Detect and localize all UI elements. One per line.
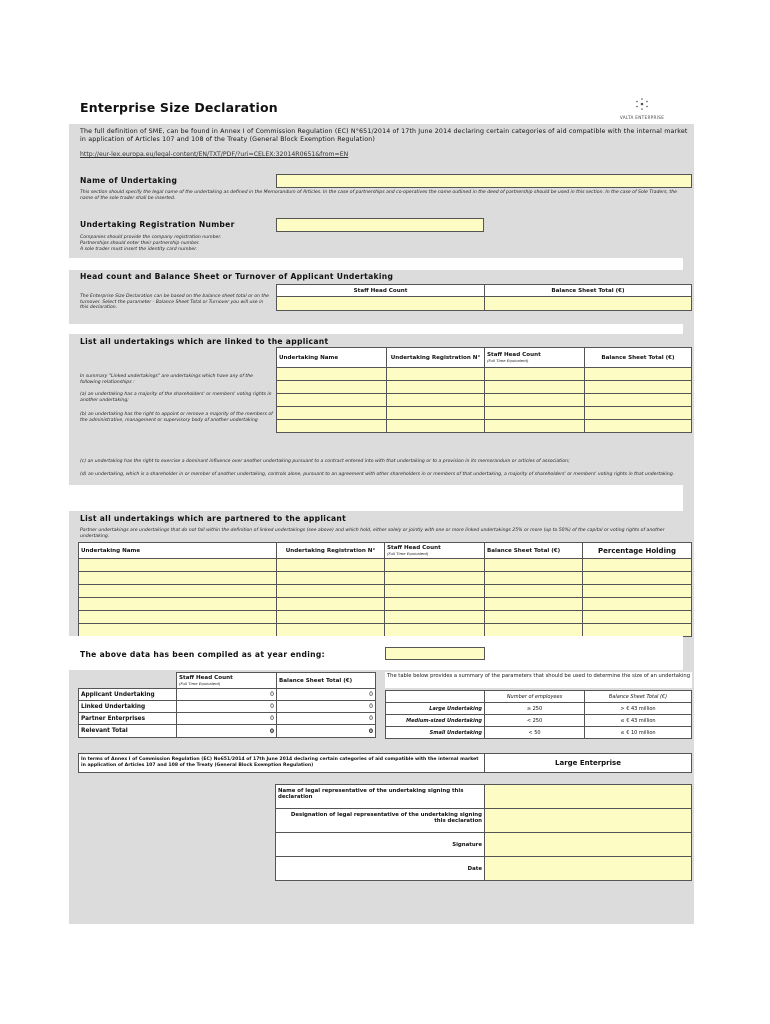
partner-cell[interactable]: [385, 624, 485, 637]
registration-note-2: Partnerships should enter their partnership number.: [80, 241, 200, 246]
rep-name-label: Name of legal representative of the undertaking signing this declaration: [276, 785, 485, 809]
linked-cell[interactable]: [585, 407, 692, 420]
summary-col-staff: [177, 673, 277, 689]
summary-col-staff-label: Staff Head Count: [179, 675, 233, 681]
linked-cell[interactable]: [387, 394, 485, 407]
headcount-col-staff: Staff Head Count: [277, 285, 485, 297]
summary-row-label: Relevant Total: [79, 725, 177, 738]
partner-cell[interactable]: [385, 585, 485, 598]
linked-note-a: In summary "Linked undertakings" are undertakings which have any of the following relationships :: [80, 374, 253, 385]
linked-cell[interactable]: [585, 420, 692, 433]
partner-cell[interactable]: [277, 585, 385, 598]
linked-band: [69, 324, 683, 334]
summary-row-label: Applicant Undertaking: [79, 689, 177, 701]
partner-col-reg: Undertaking Registration N°: [277, 543, 385, 559]
partner-cell[interactable]: [485, 559, 583, 572]
partner-note: Partner undertakings are undertakings that do not fall within the definition of linked undertakings (see above) and which hold, either solely or jointly with one or more linked undertakings 25% or more (up to 50%) of the capital or voting rights of another undertaking.: [80, 528, 665, 539]
date-label: Date: [276, 857, 485, 881]
result-text: In terms of Annex I of Commission Regulation (EC) No651/2014 of 17th June 2014 declaring certain categories of aid compatible with the internal market in application of Articles 107 and 108 of the Treaty (General Block Exemption Regulation): [79, 754, 485, 773]
table-row: [79, 585, 692, 598]
table-row: [277, 394, 692, 407]
partner-cell[interactable]: [485, 598, 583, 611]
rep-designation-input[interactable]: [485, 809, 692, 833]
summary-staff-value: 0: [177, 689, 277, 701]
summary-staff-value: 0: [177, 701, 277, 713]
summary-row-label: Linked Undertaking: [79, 701, 177, 713]
table-row: [276, 857, 692, 881]
partner-cell[interactable]: [583, 585, 692, 598]
year-ending-heading: The above data has been compiled as at year ending:: [80, 650, 325, 659]
linked-cell[interactable]: [277, 394, 387, 407]
partner-heading: List all undertakings which are partnered to the applicant: [80, 514, 347, 523]
applicant-staff-input[interactable]: [277, 297, 485, 311]
linked-col-staff-label: Staff Head Count: [487, 352, 541, 358]
partner-col-percentage: Percentage Holding: [583, 543, 692, 559]
partner-cell[interactable]: [79, 572, 277, 585]
summary-table: [78, 672, 376, 738]
partner-cell[interactable]: [485, 611, 583, 624]
param-col-balance: Balance Sheet Total (€): [585, 691, 692, 703]
rep-designation-label: Designation of legal representative of the undertaking signing this declaration: [276, 809, 485, 833]
registration-heading: Undertaking Registration Number: [80, 220, 235, 229]
table-row: [386, 715, 692, 727]
partner-cell[interactable]: [583, 598, 692, 611]
param-type: Small Undertaking: [386, 727, 485, 739]
partner-cell[interactable]: [485, 572, 583, 585]
headcount-col-balance: Balance Sheet Total (€): [485, 285, 692, 297]
signature-label: Signature: [276, 833, 485, 857]
date-input[interactable]: [485, 857, 692, 881]
linked-cell[interactable]: [277, 407, 387, 420]
partner-cell[interactable]: [79, 611, 277, 624]
summary-staff-value: 0: [177, 713, 277, 725]
param-table: [385, 690, 692, 739]
summary-staff-value: 0: [177, 725, 277, 738]
partner-cell[interactable]: [583, 624, 692, 637]
partner-col-staff-sub: (Full Time Equivalent): [387, 551, 429, 556]
table-row: [79, 713, 376, 725]
registration-number-input[interactable]: [276, 218, 484, 232]
summary-col-staff-sub: (Full Time Equivalent): [179, 681, 221, 686]
table-row: [79, 701, 376, 713]
table-row: [79, 611, 692, 624]
partner-cell[interactable]: [583, 611, 692, 624]
partner-cell[interactable]: [79, 598, 277, 611]
param-balance: ≤ € 43 million: [585, 715, 692, 727]
partner-cell[interactable]: [385, 572, 485, 585]
linked-cell[interactable]: [277, 368, 387, 381]
applicant-balance-input[interactable]: [485, 297, 692, 311]
linked-note-b: (a) an undertaking has a majority of the shareholders' or members' voting rights in another undertaking;: [80, 392, 272, 403]
partner-table: [78, 542, 692, 637]
linked-col-staff: [485, 348, 585, 368]
name-heading: Name of Undertaking: [80, 176, 178, 185]
partner-cell[interactable]: [79, 585, 277, 598]
regulation-link[interactable]: http://eur-lex.europa.eu/legal-content/EN/TXT/PDF/?uri=CELEX:32014R0651&from=EN: [80, 151, 349, 158]
partner-col-name: Undertaking Name: [79, 543, 277, 559]
param-employees: < 50: [485, 727, 585, 739]
param-note: The table below provides a summary of the parameters that should be used to determine the size of an undertaking: [387, 673, 690, 679]
table-row: [277, 381, 692, 394]
signature-table: [275, 784, 692, 881]
summary-balance-value: 0: [277, 689, 376, 701]
linked-cell[interactable]: [277, 381, 387, 394]
linked-note-e: (d) an undertaking, which is a shareholder in or member of another undertaking, controls alone, pursuant to an agreement with other shareholders in or members of that undertaking, a majority of shareholders' or members' voting rights in that undertaking.: [80, 472, 675, 477]
page-title: Enterprise Size Declaration: [80, 100, 278, 115]
linked-cell[interactable]: [585, 381, 692, 394]
partner-col-staff-label: Staff Head Count: [387, 545, 441, 551]
signature-input[interactable]: [485, 833, 692, 857]
name-note: This section should specify the legal name of the undertaking as defined in the Memorandum of Articles. In the case of partnerships and co-operatives the name outlined in the deed of partnership should be used in this section. In the case of Sole Traders, the name of the sole trader shall be inserted.: [80, 190, 677, 201]
intro-text: The full definition of SME, can be found in Annex I of Commission Regulation (EC) N°651/2014 of 17th June 2014 declaring certain categories of aid compatible with the internal market in application of Articles 107 and 108 of the Treaty (General Block Exemption Regulation): [80, 128, 688, 143]
registration-note-3: A sole trader must insert the identity card number.: [80, 247, 198, 252]
logo-star-icon: [634, 97, 650, 111]
logo-text: VALTA ENTERPRISE: [619, 115, 665, 120]
param-employees: ≥ 250: [485, 703, 585, 715]
partner-cell[interactable]: [385, 598, 485, 611]
partner-cell[interactable]: [385, 611, 485, 624]
param-col-employees: Number of employees: [485, 691, 585, 703]
linked-cell[interactable]: [387, 407, 485, 420]
linked-table: [276, 347, 692, 433]
headcount-band: [69, 258, 683, 270]
partner-band: [69, 485, 683, 511]
partner-cell[interactable]: [277, 611, 385, 624]
param-type: Medium-sized Undertaking: [386, 715, 485, 727]
table-row: [79, 572, 692, 585]
linked-note-d: (c) an undertaking has the right to exercise a dominant influence over another undertaking pursuant to a contract entered into with that undertaking or to a provision in its memorandum or articles of association;: [80, 459, 570, 464]
param-corner: [386, 691, 485, 703]
linked-cell[interactable]: [387, 420, 485, 433]
table-row: [276, 833, 692, 857]
result-table: [78, 753, 692, 773]
summary-balance-value: 0: [277, 701, 376, 713]
linked-cell[interactable]: [485, 394, 585, 407]
linked-cell[interactable]: [387, 368, 485, 381]
registration-note-1: Companies should provide the company registration number.: [80, 235, 222, 240]
partner-cell[interactable]: [583, 559, 692, 572]
table-row: [79, 689, 376, 701]
linked-cell[interactable]: [387, 381, 485, 394]
linked-col-staff-sub: (Full Time Equivalent): [487, 358, 529, 363]
table-row: [386, 727, 692, 739]
linked-cell[interactable]: [277, 420, 387, 433]
table-row: [79, 559, 692, 572]
linked-note-c: (b) an undertaking has the right to appoint or remove a majority of the members of the administrative, management or supervisory body of another undertaking: [80, 412, 273, 423]
summary-balance-value: 0: [277, 725, 376, 738]
linked-cell[interactable]: [585, 368, 692, 381]
linked-col-reg: Undertaking Registration N°: [387, 348, 485, 368]
table-row: [277, 368, 692, 381]
partner-col-balance: Balance Sheet Total (€): [485, 543, 583, 559]
partner-cell[interactable]: [79, 624, 277, 637]
summary-corner: [79, 673, 177, 689]
partner-cell[interactable]: [485, 585, 583, 598]
linked-cell[interactable]: [485, 381, 585, 394]
table-row: [79, 624, 692, 637]
linked-cell[interactable]: [485, 420, 585, 433]
table-row: [277, 420, 692, 433]
partner-col-staff: [385, 543, 485, 559]
summary-col-balance: Balance Sheet Total (€): [277, 673, 376, 689]
linked-cell[interactable]: [585, 394, 692, 407]
linked-cell[interactable]: [485, 407, 585, 420]
param-type: Large Undertaking: [386, 703, 485, 715]
param-balance: > € 43 million: [585, 703, 692, 715]
partner-cell[interactable]: [277, 624, 385, 637]
linked-cell[interactable]: [485, 368, 585, 381]
rep-name-input[interactable]: [485, 785, 692, 809]
table-row: [386, 703, 692, 715]
param-balance: ≤ € 10 million: [585, 727, 692, 739]
table-row: [276, 785, 692, 809]
logo: [612, 96, 672, 120]
partner-cell[interactable]: [79, 559, 277, 572]
summary-row-label: Partner Enterprises: [79, 713, 177, 725]
partner-cell[interactable]: [583, 572, 692, 585]
result-value: Large Enterprise: [485, 754, 692, 773]
linked-col-balance: Balance Sheet Total (€): [585, 348, 692, 368]
partner-cell[interactable]: [277, 572, 385, 585]
linked-col-name: Undertaking Name: [277, 348, 387, 368]
year-ending-input[interactable]: [385, 647, 485, 660]
summary-balance-value: 0: [277, 713, 376, 725]
headcount-table: [276, 284, 692, 311]
partner-cell[interactable]: [277, 598, 385, 611]
table-row: [79, 725, 376, 738]
linked-heading: List all undertakings which are linked to the applicant: [80, 337, 329, 346]
table-row: [79, 598, 692, 611]
table-row: [276, 809, 692, 833]
headcount-note: The Enterprise Size Declaration can be based on the balance sheet total or on the turnover. Select the parameter - Balance Sheet Total or Turnover you will use in this declaration.: [80, 294, 269, 311]
param-employees: < 250: [485, 715, 585, 727]
table-row: [277, 407, 692, 420]
undertaking-name-input[interactable]: [276, 174, 692, 188]
partner-cell[interactable]: [385, 559, 485, 572]
headcount-heading: Head count and Balance Sheet or Turnover of Applicant Undertaking: [80, 272, 394, 281]
partner-cell[interactable]: [485, 624, 583, 637]
partner-cell[interactable]: [277, 559, 385, 572]
